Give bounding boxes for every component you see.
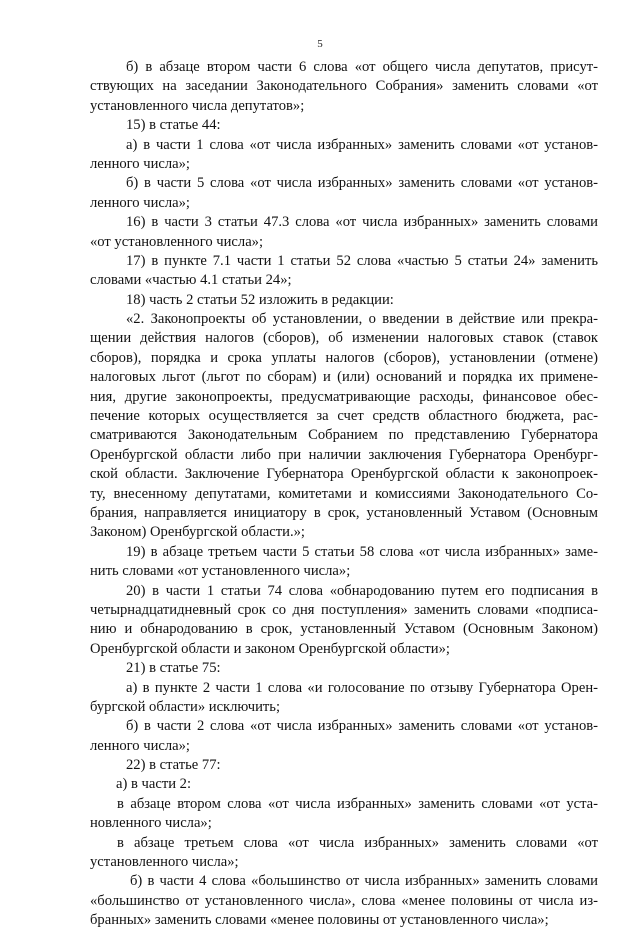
text-line: 19) в абзаце третьем части 5 статьи 58 слова «от числа избранных» заме- xyxy=(126,543,598,560)
text-line: 16) в части 3 статьи 47.3 слова «от числа избранных» заменить словами xyxy=(126,214,598,231)
text-line: бранных» заменить словами «менее половины от установленного числа»; xyxy=(90,912,549,929)
text-line: ленного числа»; xyxy=(90,737,190,754)
text-line: сматриваются Законодательным Собранием по представлению Губернатора xyxy=(90,427,598,444)
text-line: 18) часть 2 статьи 52 изложить в редакции: xyxy=(126,291,394,308)
text-line: 17) в пункте 7.1 части 1 статьи 52 слова «частью 5 статьи 24» заменить xyxy=(126,252,598,269)
text-line: ской области. Заключение Губернатора Оренбургской области к законопроек- xyxy=(90,466,598,483)
text-line: б) в части 2 слова «от числа избранных» заменить словами «от установ- xyxy=(126,718,598,735)
text-line: ленного числа»; xyxy=(90,155,190,172)
text-line: а) в части 2: xyxy=(116,776,192,793)
text-line: ленного числа»; xyxy=(90,194,190,211)
text-line: бургской области» исключить; xyxy=(90,698,281,715)
text-line: четырнадцатидневный срок со дня поступления» заменить словами «подписа- xyxy=(90,601,598,618)
text-line: б) в части 5 слова «от числа избранных» заменить словами «от установ- xyxy=(126,175,598,192)
text-line: ту, внесенному депутатами, комитетами и комиссиями Законодательного Со- xyxy=(90,485,598,502)
text-line: щении действия налогов (сборов), об изменении налоговых ставок (ставок xyxy=(90,330,598,347)
page-number: 5 xyxy=(317,38,323,50)
text-line: печение которых осуществляется за счет средств областного бюджета, рас- xyxy=(90,408,598,425)
text-line: брания, направляется инициатору в срок, установленный Уставом (Основным xyxy=(90,504,598,521)
text-line: налоговых льгот (льгот по сборам) и (или) оснований и порядка их примене- xyxy=(90,369,598,386)
text-line: ствующих на заседании Законодательного Собрания» заменить словами «от xyxy=(90,78,598,95)
document-body xyxy=(90,58,598,931)
text-line: 20) в части 1 статьи 74 слова «обнародованию путем его подписания в xyxy=(126,582,598,599)
text-line: в абзаце втором слова «от числа избранных» заменить словами «от уста- xyxy=(117,795,598,812)
text-line: 22) в статье 77: xyxy=(126,757,221,774)
text-line: нить словами «от установленного числа»; xyxy=(90,563,351,580)
text-line: Законом) Оренбургской области.»; xyxy=(90,524,305,541)
text-line: а) в пункте 2 части 1 слова «и голосование по отзыву Губернатора Орен- xyxy=(126,679,598,696)
text-line: сборов), порядка и срока уплаты налогов (сборов), установлении (отмене) xyxy=(90,349,598,366)
text-line: словами «частью 4.1 статьи 24»; xyxy=(90,272,292,289)
text-line: Оренбургской области и законом Оренбургской области»; xyxy=(90,640,450,657)
text-line: 21) в статье 75: xyxy=(126,660,221,677)
text-line: б) в части 4 слова «большинство от числа избранных» заменить словами xyxy=(130,873,598,890)
text-line: «2. Законопроекты об установлении, о введении в действие или прекра- xyxy=(126,311,598,328)
text-line: в абзаце третьем слова «от числа избранных» заменить словами «от xyxy=(117,834,598,851)
text-line: Оренбургской области либо при наличии заключения Губернатора Оренбург- xyxy=(90,446,598,463)
text-line: «большинство от установленного числа», слова «менее половины от числа из- xyxy=(90,892,598,909)
text-line: 15) в статье 44: xyxy=(126,117,221,134)
text-line: установленного числа»; xyxy=(90,854,239,871)
text-line: «от установленного числа»; xyxy=(90,233,264,250)
text-line: ния, другие законопроекты, предусматривающие расходы, финансовое обес- xyxy=(90,388,598,405)
text-line: установленного числа депутатов»; xyxy=(90,97,305,114)
text-line: новленного числа»; xyxy=(90,815,212,832)
text-line: нию и обнародованию в срок, установленный Уставом (Основным Законом) xyxy=(90,621,598,638)
text-line: а) в части 1 слова «от числа избранных» заменить словами «от установ- xyxy=(126,136,598,153)
text-line: б) в абзаце втором части 6 слова «от общего числа депутатов, присут- xyxy=(126,59,598,75)
